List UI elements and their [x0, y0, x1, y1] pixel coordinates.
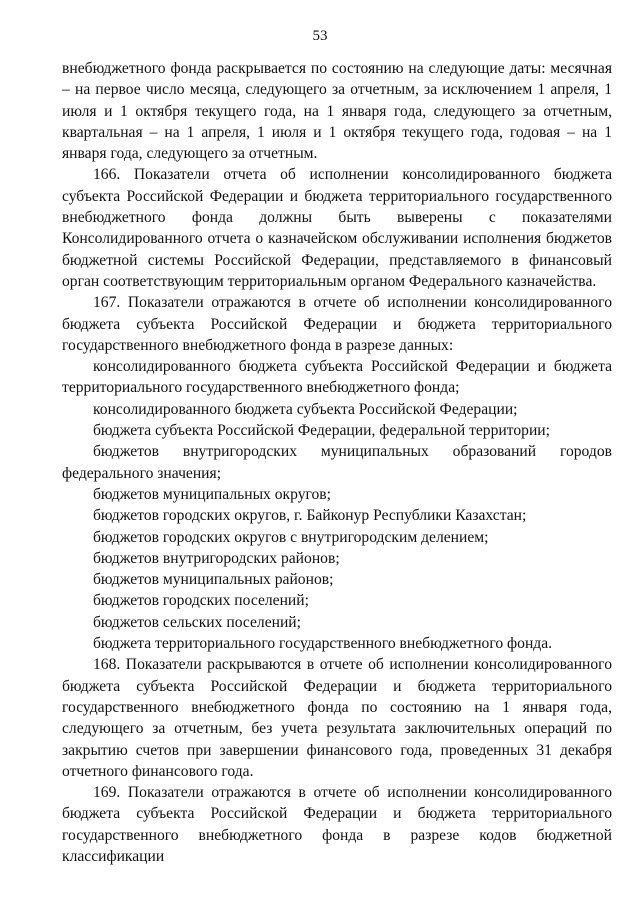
list-item: бюджетов муниципальных районов;	[93, 571, 334, 589]
list-item: бюджета субъекта Российской Федерации, федеральной территории;	[93, 422, 550, 440]
list-item: бюджета территориального государственного внебюджетного фонда.	[93, 635, 553, 653]
list-item: консолидированного бюджета субъекта Российской Федерации;	[93, 400, 518, 418]
document-body	[62, 58, 612, 867]
list-item: бюджетов сельских поселений;	[93, 613, 301, 631]
list-item: бюджетов городских округов, г. Байконур Республики Казахстан;	[93, 507, 527, 525]
paragraph-continuation: внебюджетного фонда раскрывается по состоянию на следующие даты: месячная – на первое число месяца, следующего за отчетным, за исключением 1 апреля, 1 июля и 1 октября текущего года, на 1 января года, следующего за отчетным, квартальная – на 1 апреля, 1 июля и 1 октября текущего года, годовая – на 1 января года, следующего за отчетным.	[62, 60, 612, 163]
list-item: бюджетов городских поселений;	[93, 592, 309, 610]
list-item: бюджетов внутригородских муниципальных образований городов федерального значения;	[62, 443, 612, 482]
page-number: 53	[312, 28, 328, 44]
paragraph-167: 167. Показатели отражаются в отчете об исполнении консолидированного бюджета субъекта Российской Федерации и бюджета территориального государственного внебюджетного фонда в разрезе данных:	[62, 294, 612, 354]
paragraph-168: 168. Показатели раскрываются в отчете об исполнении консолидированного бюджета субъекта Российской Федерации и бюджета территориального государственного внебюджетного фонда по состоянию на 1 января года, следующего за отчетным, без учета результата заключительных операций по закрытию счетов при завершении финансового года, проведенных 31 декабря отчетного финансового года.	[62, 656, 612, 780]
paragraph-169: 169. Показатели отражаются в отчете об исполнении консолидированного бюджета субъекта Российской Федерации и бюджета территориального государственного внебюджетного фонда в разрезе кодов бюджетной классификации	[62, 784, 612, 865]
list-item: бюджетов внутригородских районов;	[93, 549, 340, 567]
paragraph-166: 166. Показатели отчета об исполнении консолидированного бюджета субъекта Российской Федерации и бюджета территориального государственного внебюджетного фонда должны быть выверены с показателями Консолидированного отчета о казначейском обслуживании исполнения бюджетов бюджетной системы Российской Федерации, представляемого в финансовый орган соответствующим территориальным органом Федерального казначейства.	[62, 166, 612, 290]
list-item: бюджетов муниципальных округов;	[93, 485, 332, 503]
list-item: консолидированного бюджета субъекта Российской Федерации и бюджета территориального государственного внебюджетного фонда;	[62, 358, 612, 397]
list-item: бюджетов городских округов с внутригородским делением;	[93, 528, 489, 546]
